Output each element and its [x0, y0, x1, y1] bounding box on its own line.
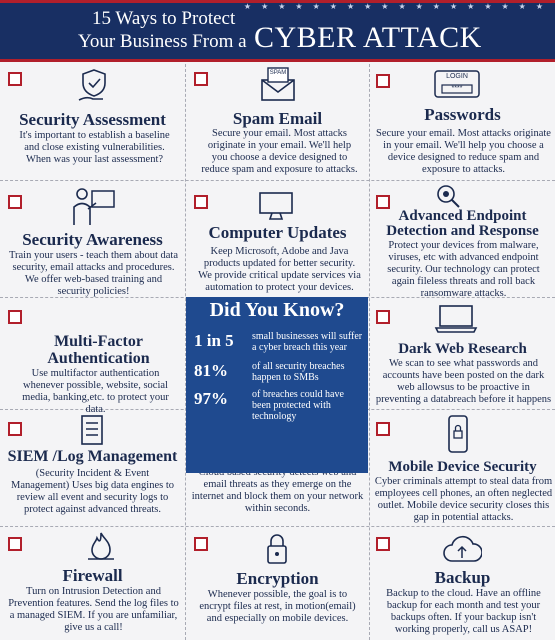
- monitor-icon: [258, 191, 294, 221]
- checkbox[interactable]: [8, 310, 22, 324]
- tip-description: Turn on Intrusion Detection and Prevention features. Send the log files to a managed SIEM. If you are unfamiliar, give us a call!: [8, 586, 179, 633]
- tip-title: Dark Web Research: [398, 341, 527, 357]
- tip-spam-email: [186, 64, 369, 180]
- tip-description: Backup to the cloud. Have an offline backup for each month and test your backups often. If your backup isn't working properly, call us ASAP!: [386, 588, 541, 635]
- header-highlight: CYBER ATTACK: [254, 21, 482, 54]
- tip-security-awareness: [0, 181, 185, 297]
- tip-mobile-device: [370, 410, 555, 526]
- tip-title: Backup: [434, 568, 491, 587]
- spam-envelope-icon: [260, 66, 296, 102]
- stat-value: 1 in 5: [194, 331, 234, 350]
- tip-encryption: [186, 527, 369, 640]
- tip-title: Advanced Endpoint Detection and Response: [386, 208, 539, 239]
- checkbox[interactable]: [194, 537, 208, 551]
- stat-value: 97%: [194, 389, 228, 408]
- tip-title: Computer Updates: [208, 223, 347, 242]
- tip-title: Spam Email: [232, 109, 323, 128]
- tip-siem: [0, 410, 185, 526]
- stat-text: of all security breaches happen to SMBs: [252, 361, 345, 383]
- tip-firewall: [0, 527, 185, 640]
- checkbox[interactable]: [8, 537, 22, 551]
- stat-value: 81%: [194, 361, 228, 380]
- tip-title: Security Awareness: [22, 230, 163, 249]
- star-pattern: ★ ★ ★ ★ ★ ★ ★ ★ ★ ★ ★ ★ ★ ★ ★ ★ ★ ★: [243, 2, 547, 11]
- tip-description: Whenever possible, the goal is to encrypt files at rest, in motion(email) and especially on mobile devices.: [199, 589, 356, 624]
- tip-title: Passwords: [424, 105, 501, 124]
- tip-description: Use multifactor authentication whenever possible, website, social media, banking,etc. to protect your data.: [22, 368, 169, 415]
- tip-description: Secure your email. Most attacks originate in your email. We'll help you choose a device designed to reduce spam and exposure to attacks.: [201, 128, 358, 175]
- checkbox[interactable]: [194, 72, 208, 86]
- checkbox[interactable]: [376, 422, 390, 436]
- tip-description: (Security Incident & Event Management) Uses big data engines to review all event and security logs to protect against advanced threats.: [11, 468, 174, 515]
- tip-description: Protect your devices from malware, viruses, etc with advanced endpoint security. Our technology can protect again fileless threats and roll back ransomware attacks.: [387, 240, 540, 299]
- tip-description: It's important to establish a baseline and close existing vulnerabilities. When was your last assessment?: [19, 130, 170, 165]
- padlock-icon: [266, 533, 288, 565]
- header-line-2: Your Business From a: [78, 31, 247, 52]
- header-line-1: 15 Ways to Protect: [92, 8, 236, 29]
- checkbox[interactable]: [376, 537, 390, 551]
- checkbox[interactable]: [376, 195, 390, 209]
- login-screen-icon: [434, 70, 480, 98]
- stat-text: of breaches could have been protected with technology: [252, 389, 344, 422]
- tip-description: Secure your email. Most attacks originate in your email. We'll help you choose a device designed to reduce spam and exposure to attacks.: [376, 128, 551, 175]
- presenter-icon: [70, 187, 116, 227]
- checkbox[interactable]: [8, 72, 22, 86]
- password-mask: ****: [451, 85, 463, 92]
- tip-description: We scan to see what passwords and accounts have been posted on the dark web allowsus to be proactive in preventing a databreach before it happens: [375, 358, 552, 405]
- bug-search-icon: [434, 183, 462, 209]
- checklist-icon: [80, 414, 104, 446]
- hand-shield-icon: [77, 68, 111, 104]
- did-you-know-title: Did You Know?: [209, 299, 345, 321]
- tip-passwords: [370, 64, 555, 180]
- stat-text: small businesses will suffer a cyber breach this year: [252, 331, 363, 353]
- tip-title: Firewall: [62, 566, 123, 585]
- tip-dark-web: [370, 298, 555, 409]
- tip-title: Encryption: [236, 569, 319, 588]
- did-you-know-panel: [186, 297, 368, 473]
- tip-title: Security Assessment: [19, 110, 166, 129]
- checkbox[interactable]: [376, 74, 390, 88]
- header-banner: [0, 0, 555, 62]
- mobile-lock-icon: [447, 414, 469, 454]
- login-label: LOGIN: [446, 73, 468, 80]
- checkbox[interactable]: [376, 310, 390, 324]
- header-bottom-stripe: [0, 59, 555, 62]
- tip-description: email threats as they emerge on the internet and block them on your network within seconds.: [191, 479, 364, 514]
- tip-title: SIEM /Log Management: [7, 448, 178, 465]
- spam-icon-label: SPAM: [269, 70, 287, 76]
- tip-backup: [370, 527, 555, 640]
- checkbox[interactable]: [8, 195, 22, 209]
- tip-computer-updates: [186, 181, 369, 297]
- fire-icon: [86, 531, 116, 561]
- checkbox[interactable]: [8, 422, 22, 436]
- tip-title: Mobile Device Security: [388, 459, 537, 475]
- tip-multi-factor: [0, 298, 185, 415]
- tip-security-assessment: [0, 64, 185, 180]
- tip-description: Cyber criminals attempt to steal data from employees cell phones, an often neglected outlet. Mobile device security closes this gap in potential attacks.: [374, 476, 553, 523]
- tip-description: Train your users - teach them about data security, email attacks and procedures. We offer web-based training and security policies!: [8, 250, 179, 297]
- tip-advanced-endpoint: [370, 181, 555, 297]
- tip-description: Keep Microsoft, Adobe and Java products updated for better security. We provide critical update services via automation to protect your devices.: [198, 246, 361, 293]
- laptop-icon: [434, 304, 478, 334]
- tip-title: Multi-Factor Authentication: [47, 333, 150, 367]
- checkbox[interactable]: [194, 195, 208, 209]
- cloud-upload-icon: [442, 535, 482, 563]
